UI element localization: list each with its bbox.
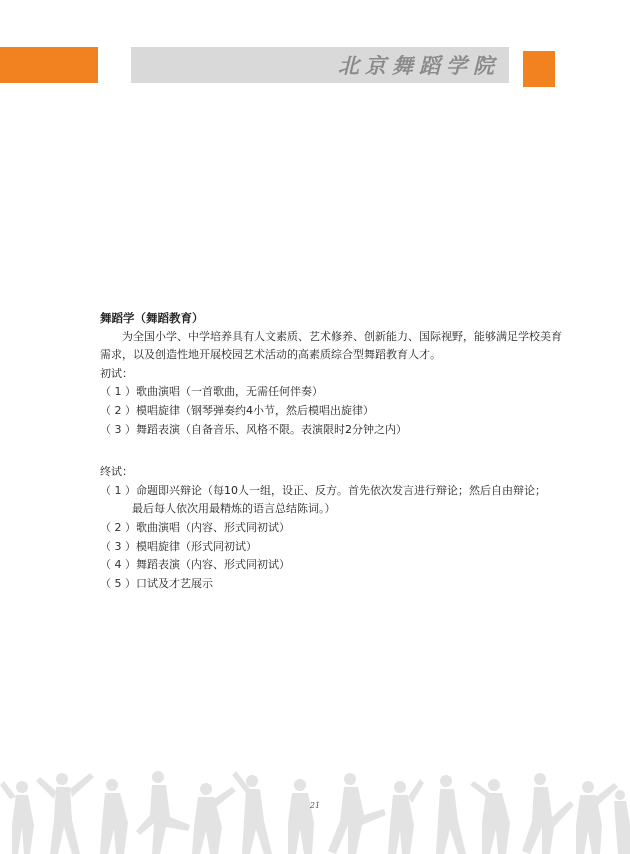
item-text: 歌曲演唱（内容、形式同初试）: [136, 520, 290, 534]
item-continuation: 最后每人依次用最精炼的语言总结陈词。）: [132, 502, 336, 516]
prelim-label: 初试：: [100, 366, 133, 380]
list-item: [100, 538, 570, 557]
section-title: 舞蹈学（舞蹈教育）: [100, 311, 204, 325]
list-item: [100, 402, 570, 421]
school-logo-text: 北京舞蹈学院: [338, 53, 500, 78]
item-number: （ 4 ）: [100, 558, 136, 572]
list-item: [100, 421, 570, 440]
list-item: [100, 556, 570, 575]
item-text: 舞蹈表演（自备音乐、风格不限。表演限时2分钟之内）: [136, 422, 407, 436]
list-item: [100, 575, 570, 594]
item-text: 口试及才艺展示: [136, 576, 213, 590]
item-text: 命题即兴辩论（每10人一组，设正、反方。首先依次发言进行辩论；然后自由辩论；: [136, 483, 546, 497]
list-item: [100, 519, 570, 538]
main-content: [100, 309, 570, 593]
item-number: （ 3 ）: [100, 539, 136, 553]
item-number: （ 1 ）: [100, 385, 136, 399]
item-number: （ 5 ）: [100, 576, 136, 590]
list-item: [100, 482, 570, 501]
item-number: （ 2 ）: [100, 520, 136, 534]
list-item: [100, 383, 570, 402]
item-number: （ 2 ）: [100, 403, 136, 417]
item-text: 舞蹈表演（内容、形式同初试）: [136, 558, 290, 572]
final-label: 终试：: [100, 465, 133, 479]
item-text: 模唱旋律（形式同初试）: [136, 539, 257, 553]
header-accent-left: [0, 47, 98, 83]
item-number: （ 1 ）: [100, 483, 136, 497]
item-text: 歌曲演唱（一首歌曲，无需任何伴奏）: [136, 385, 323, 399]
spacer: [100, 439, 570, 463]
item-number: （ 3 ）: [100, 422, 136, 436]
page-number: 21: [309, 801, 321, 810]
item-text: 模唱旋律（钢琴弹奏约4小节，然后模唱出旋律）: [136, 403, 374, 417]
header-accent-right: [523, 51, 555, 87]
section-intro: 为全国小学、中学培养具有人文素质、艺术修养、创新能力、国际视野，能够满足学校美育需求，以及创造性地开展校园艺术活动的高素质综合型舞蹈教育人才。: [100, 329, 562, 362]
